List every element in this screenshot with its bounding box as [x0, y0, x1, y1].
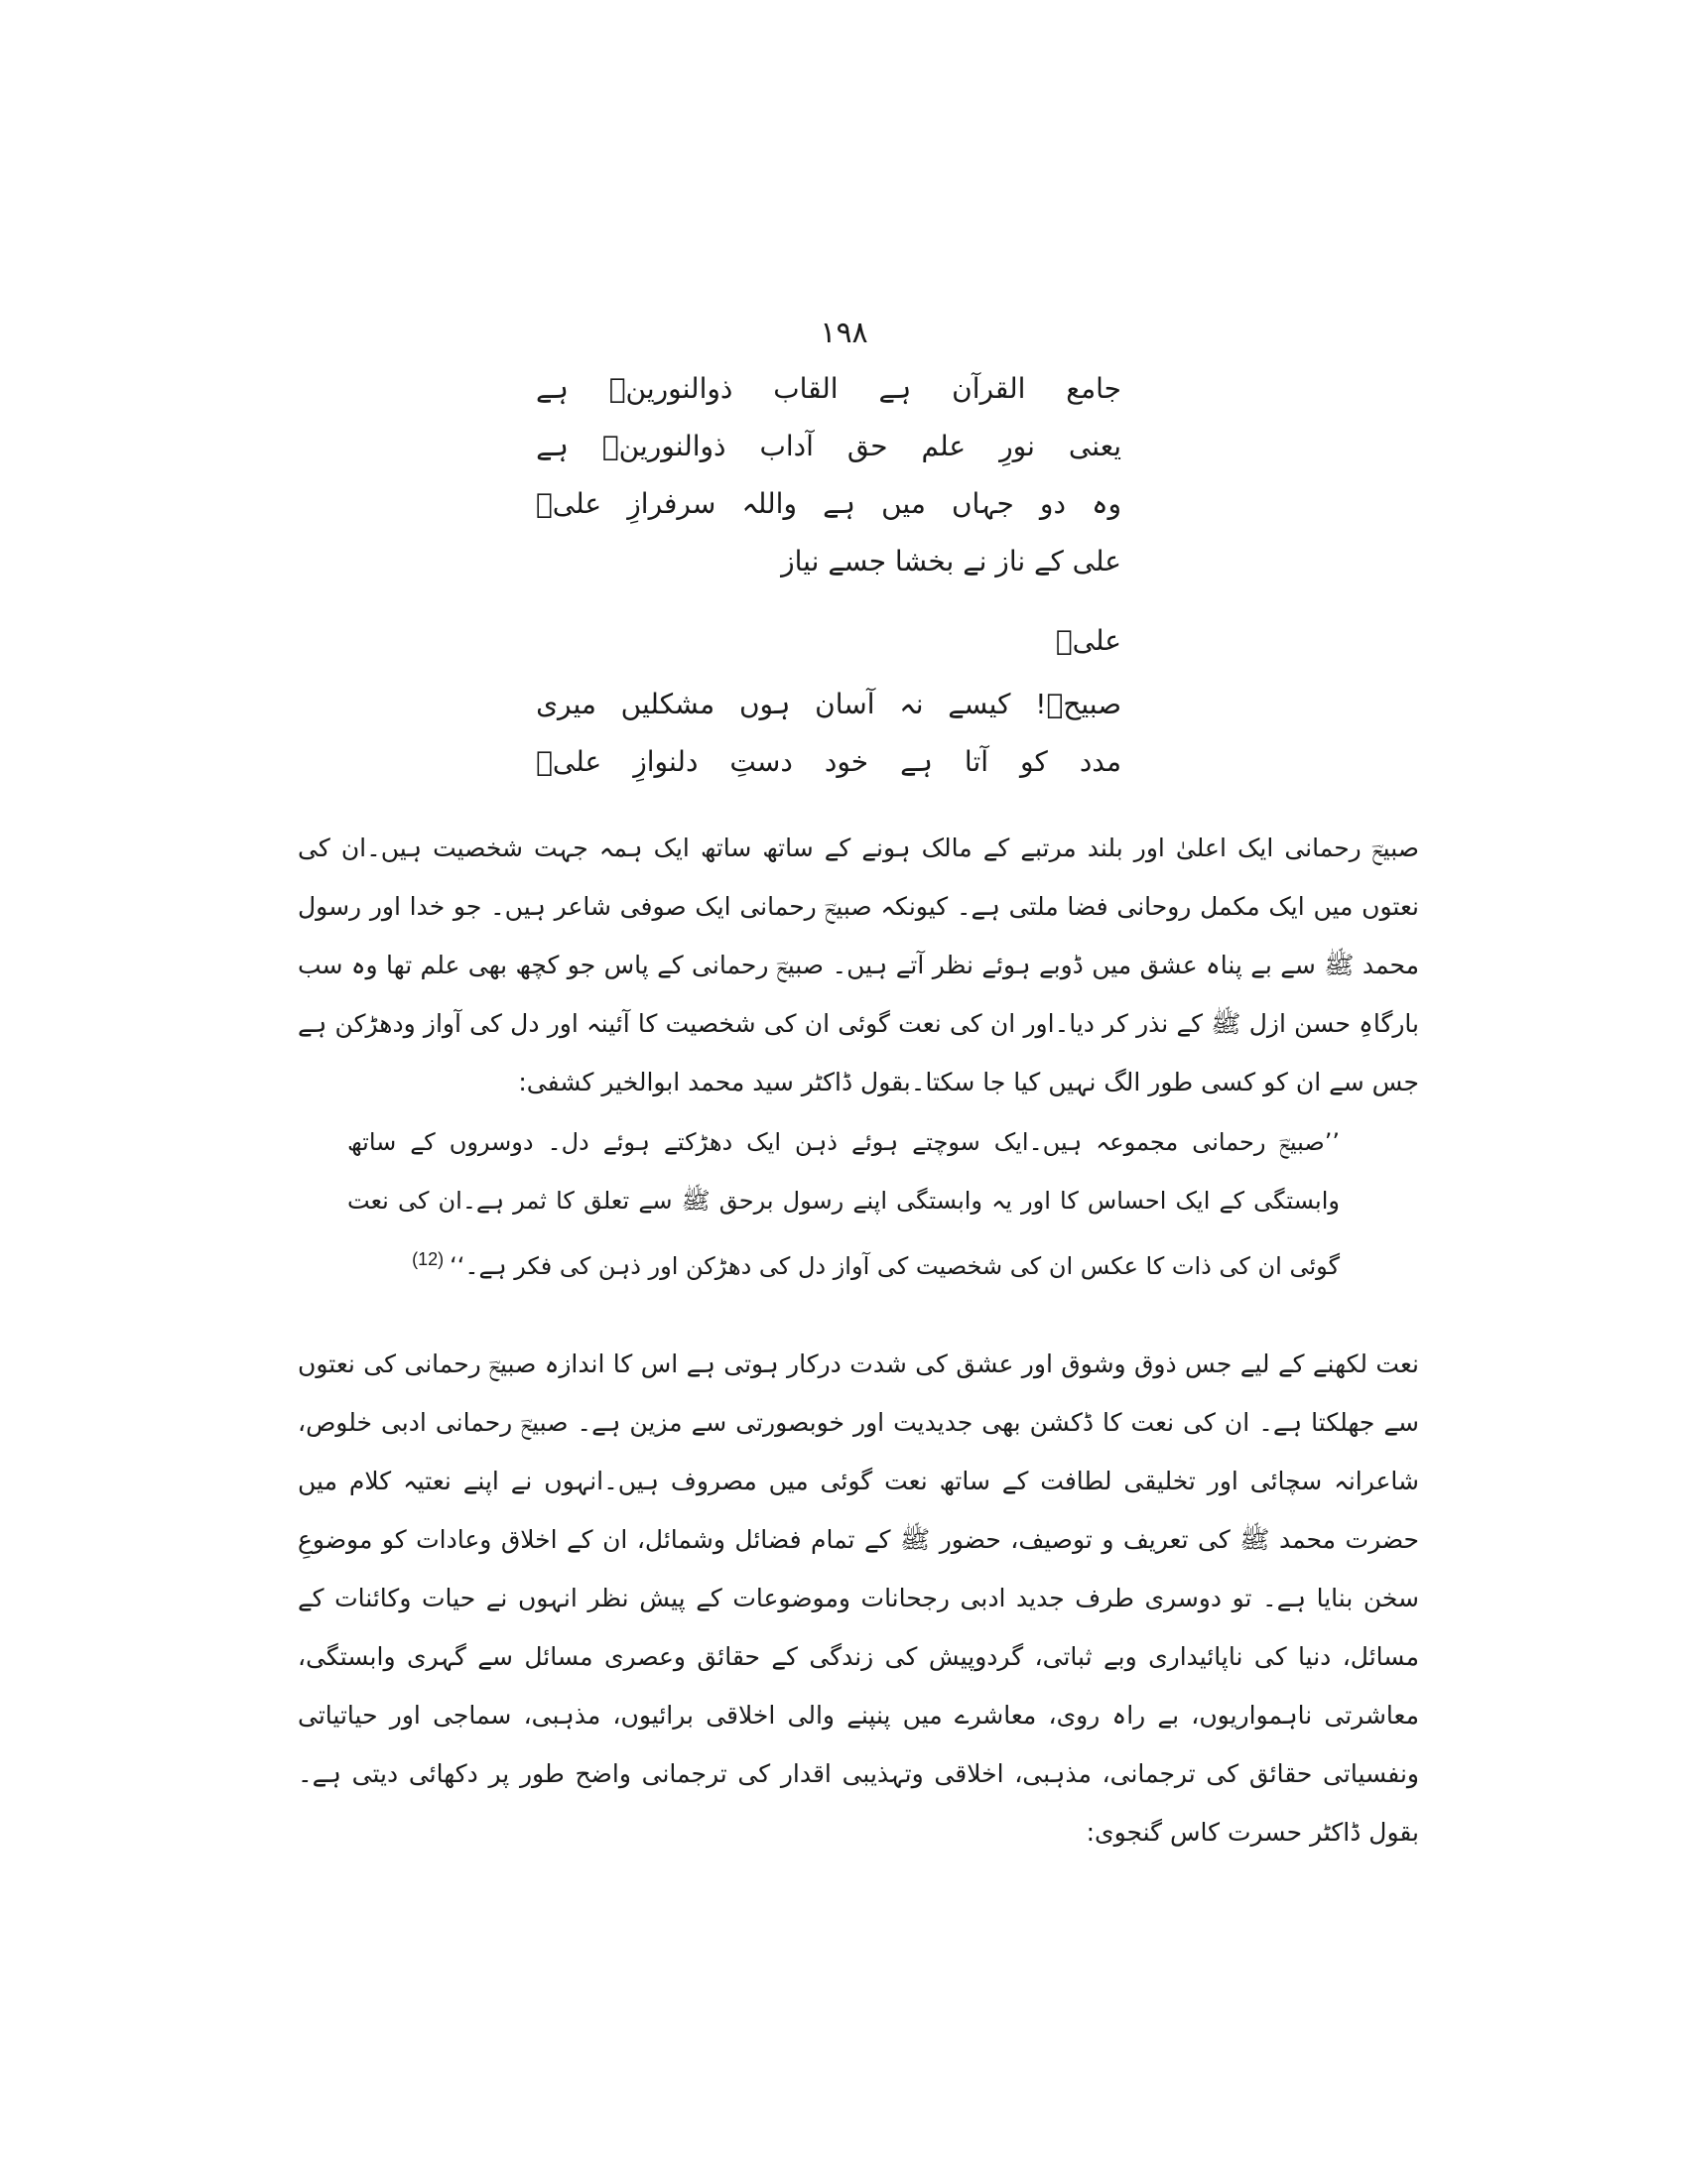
poem-word: علیؓ: [536, 486, 602, 520]
poem-word: علم: [921, 429, 967, 462]
body-paragraph-1: صبیحؔ رحمانی ایک اعلیٰ اور بلند مرتبے کے مالک ہونے کے ساتھ ساتھ ایک ہمہ جہت شخصیت ہیں۔ان کی نعتوں میں ایک مکمل روحانی فضا ملتی ہے۔ کیونکہ صبیحؔ رحمانی ایک صوفی شاعر ہیں۔ جو خدا اور رسول محمد ﷺ سے بے پناہ عشق میں ڈوبے ہوئے نظر آتے ہیں۔ صبیحؔ رحمانی کے پاس جو کچھ بھی علم تھا وہ سب بارگاہِ حسن ازل ﷺ کے نذر کر دیا۔اور ان کی نعت گوئی ان کی شخصیت کا آئینہ اور دل کی آواز ودھڑکن ہے جس سے ان کو کسی طور الگ نہیں کیا جا سکتا۔بقول ڈاکٹر سید محمد ابوالخیر کشفی:: [298, 834, 1419, 1096]
poem-line-7: [536, 732, 1121, 790]
poem-word: خود: [824, 744, 869, 778]
poem-word: آسان: [815, 687, 875, 720]
poem-word: علیؓ: [536, 744, 602, 778]
poem-word: سرفرازِ: [627, 486, 716, 520]
poem-word: علیؓ: [1055, 623, 1121, 657]
poem-word: واللہ: [741, 486, 797, 520]
poem-word: ہے: [536, 429, 569, 462]
poem-line-4: [536, 532, 1121, 589]
poem-word: ہوں: [738, 687, 791, 720]
poem-word: ذوالنورینؓ: [608, 371, 733, 405]
poem-line-6: [536, 675, 1121, 732]
poem-word: ذوالنورینؓ: [601, 429, 726, 462]
body-paragraph-2: نعت لکھنے کے لیے جس ذوق وشوق اور عشق کی شدت درکار ہوتی ہے اس کا اندازہ صبیحؔ رحمانی کی نعتوں سے جھلکتا ہے۔ ان کی نعت کا ڈکشن بھی جدیدیت اور خوبصورتی سے مزین ہے۔ صبیحؔ رحمانی ادبی خلوص، شاعرانہ سچائی اور تخلیقی لطافت کے ساتھ نعت گوئی میں مصروف ہیں۔انہوں نے اپنے نعتیہ کلام میں حضرت محمد ﷺ کی تعریف و توصیف، حضور ﷺ کے تمام فضائل وشمائل، ان کے اخلاق وعادات کو موضوعِ سخن بنایا ہے۔ تو دوسری طرف جدید ادبی رجحانات وموضوعات کے پیش نظر انہوں نے حیات وکائنات کے مسائل، دنیا کی ناپائیداری وبے ثباتی، گردوپیش کی زندگی کے حقائق وعصری مسائل سے گہری وابستگی، معاشرتی ناہمواریوں، بے راہ روی، معاشرے میں پنپنے والی اخلاقی برائیوں، مذہبی، سماجی اور حیاتیاتی ونفسیاتی حقائق کی ترجمانی، مذہبی، اخلاقی وتہذیبی اقدار کی ترجمانی واضح طور پر دکھائی دیتی ہے۔بقول ڈاکٹر حسرت کاس گنجوی:: [298, 1349, 1419, 1847]
poem-line-3: [536, 474, 1121, 532]
poem-line-1: [536, 359, 1121, 417]
poem-word: ہے: [900, 744, 933, 778]
poem-word: ہے: [823, 486, 855, 520]
poem-word: صبیحؔ!: [1035, 687, 1121, 720]
poem-word: میری: [536, 687, 596, 720]
poem-word: آداب: [759, 429, 814, 462]
poem-word: نورِ: [999, 429, 1035, 462]
poem-word: حق: [846, 429, 888, 462]
poem-word: جہاں: [951, 486, 1014, 520]
poem-word: دو: [1039, 486, 1066, 520]
page-number: ۱۹۸: [820, 316, 868, 350]
poem-word: القرآن: [952, 371, 1026, 405]
poem-word: ہے: [878, 371, 912, 405]
poem-word: ہے: [536, 371, 569, 405]
poem-word: کیسے: [948, 687, 1011, 720]
poem-word: نہ: [899, 687, 924, 720]
quote-text: ’’صبیحؔ رحمانی مجموعہ ہیں۔ایک سوچتے ہوئے ذہن ایک دھڑکتے ہوئے دل۔ دوسروں کے ساتھ وابستگی کے ایک احساس کا اور یہ وابستگی اپنے رسول برحق ﷺ سے تعلق کا ثمر ہے۔ان کی نعت گوئی ان کی ذات کا عکس ان کی شخصیت کی آواز دل کی دھڑکن اور ذہن کی فکر ہے۔‘‘: [347, 1128, 1340, 1280]
poem-word: مشکلیں: [620, 687, 715, 720]
poem-word: وہ: [1092, 486, 1121, 520]
block-quote: [347, 1113, 1340, 1296]
poem-word: جامع: [1066, 371, 1121, 405]
poem-word: یعنی: [1068, 429, 1121, 462]
poem-word: مدد: [1079, 744, 1121, 778]
poem-word: دستِ: [729, 744, 793, 778]
poem-word: دلنوازِ: [633, 744, 699, 778]
poem-word: علی کے ناز نے بخشا جسے نیاز: [781, 544, 1121, 578]
poem-word: آتا: [964, 744, 989, 778]
poem-block: [536, 359, 1121, 790]
citation-number: (12): [412, 1249, 445, 1269]
poem-line-2: [536, 417, 1121, 474]
poem-word: القاب: [773, 371, 839, 405]
poem-line-5: [536, 611, 1121, 669]
poem-word: میں: [881, 486, 926, 520]
poem-word: کو: [1020, 744, 1048, 778]
